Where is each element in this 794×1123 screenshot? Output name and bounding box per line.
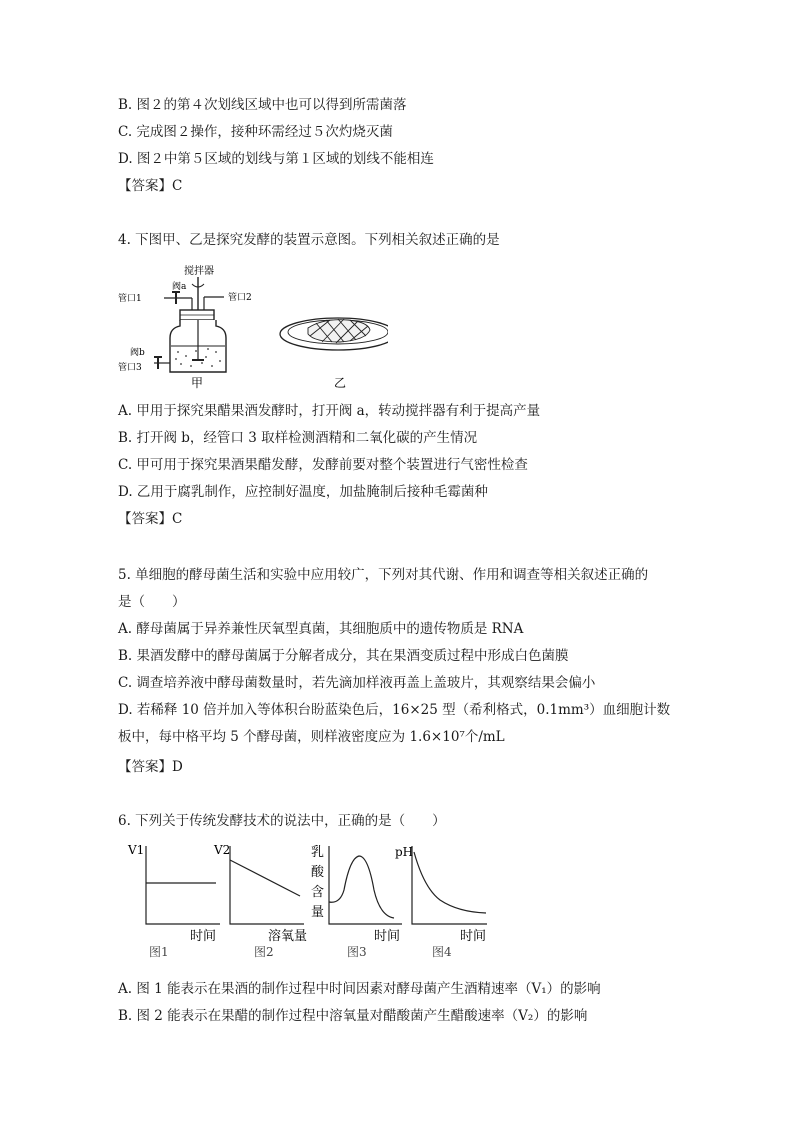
- q3-option-b: B. 图２的第４次划线区域中也可以得到所需菌落: [118, 97, 407, 113]
- label-yi: 乙: [334, 376, 347, 390]
- pipe2-label: 管口2: [228, 293, 252, 303]
- q4-option-d: D. 乙用于腐乳制作，应控制好温度，加盐腌制后接种毛霉菌种: [118, 484, 488, 500]
- graph3-x-label: 时间: [374, 929, 401, 944]
- graph3-caption: 图3: [347, 945, 367, 959]
- q5-option-c: C. 调查培养液中酵母菌数量时，若先滴加样液再盖上盖玻片，其观察结果会偏小: [118, 675, 596, 691]
- graph1-y-label: V1: [128, 843, 145, 857]
- q4-stem: 4. 下图甲、乙是探究发酵的装置示意图。下列相关叙述正确的是: [118, 232, 500, 248]
- graph3-y-label: 乳酸含量: [311, 845, 325, 920]
- stirrer-label: 搅拌器: [184, 266, 214, 277]
- valve-b-label: 阀b: [130, 348, 145, 358]
- graph1-caption: 图1: [149, 945, 169, 959]
- q5-option-a: A. 酵母菌属于异养兼性厌氧型真菌，其细胞质中的遗传物质是 RNA: [118, 621, 524, 637]
- q5-option-d-line1: D. 若稀释 10 倍并加入等体积台盼蓝染色后，16×25 型（希利格式，0.1mm³）血细胞计数: [118, 702, 671, 718]
- pipe3-label: 管口3: [118, 363, 142, 373]
- graph2-y-label: V2: [214, 843, 231, 857]
- label-jia: 甲: [191, 376, 204, 390]
- q6-option-a: A. 图 1 能表示在果酒的制作过程中时间因素对酵母菌产生酒精速率（V₁）的影响: [118, 981, 601, 997]
- graph4-x-label: 时间: [460, 929, 487, 944]
- fermentation-apparatus-diagram: [118, 260, 388, 390]
- q5-option-b: B. 果酒发酵中的酵母菌属于分解者成分，其在果酒变质过程中形成白色菌膜: [118, 648, 569, 664]
- q3-option-d: D. 图２中第５区域的划线与第１区域的划线不能相连: [118, 151, 434, 167]
- q4-answer: 【答案】C: [118, 511, 183, 527]
- q6-stem: 6. 下列关于传统发酵技术的说法中，正确的是（ ）: [118, 813, 446, 829]
- q5-stem-line2: 是（ ）: [118, 594, 186, 610]
- q6-graphs-svg: [118, 838, 508, 966]
- q5-option-d-line2: 板中，每中格平均 5 个酵母菌，则样液密度应为 1.6×10⁷个/mL: [118, 729, 505, 745]
- graph1-x-label: 时间: [190, 929, 217, 944]
- q6-graphs: [118, 838, 508, 966]
- q3-answer: 【答案】C: [118, 178, 183, 194]
- q6-option-b: B. 图 2 能表示在果醋的制作过程中溶氧量对醋酸菌产生醋酸速率（V₂）的影响: [118, 1008, 588, 1024]
- q3-option-c: C. 完成图２操作，接种环需经过５次灼烧灭菌: [118, 124, 393, 140]
- valve-a-label: 阀a: [172, 282, 187, 292]
- q5-stem-line1: 5. 单细胞的酵母菌生活和实验中应用较广，下列对其代谢、作用和调查等相关叙述正确的: [118, 567, 649, 583]
- q4-option-c: C. 甲可用于探究果酒果醋发酵，发酵前要对整个装置进行气密性检查: [118, 457, 528, 473]
- graph2-caption: 图2: [254, 945, 274, 959]
- q5-answer: 【答案】D: [118, 759, 183, 775]
- graph4-y-label: pH: [395, 845, 414, 859]
- graph2-x-label: 溶氧量: [268, 929, 308, 944]
- graph4-caption: 图4: [432, 945, 452, 959]
- pipe1-label: 管口1: [118, 294, 142, 304]
- q4-figure: [118, 260, 388, 390]
- q4-option-b: B. 打开阀 b，经管口 3 取样检测酒精和二氧化碳的产生情况: [118, 430, 478, 446]
- q4-option-a: A. 甲用于探究果醋果酒发酵时，打开阀 a，转动搅拌器有利于提高产量: [118, 403, 541, 419]
